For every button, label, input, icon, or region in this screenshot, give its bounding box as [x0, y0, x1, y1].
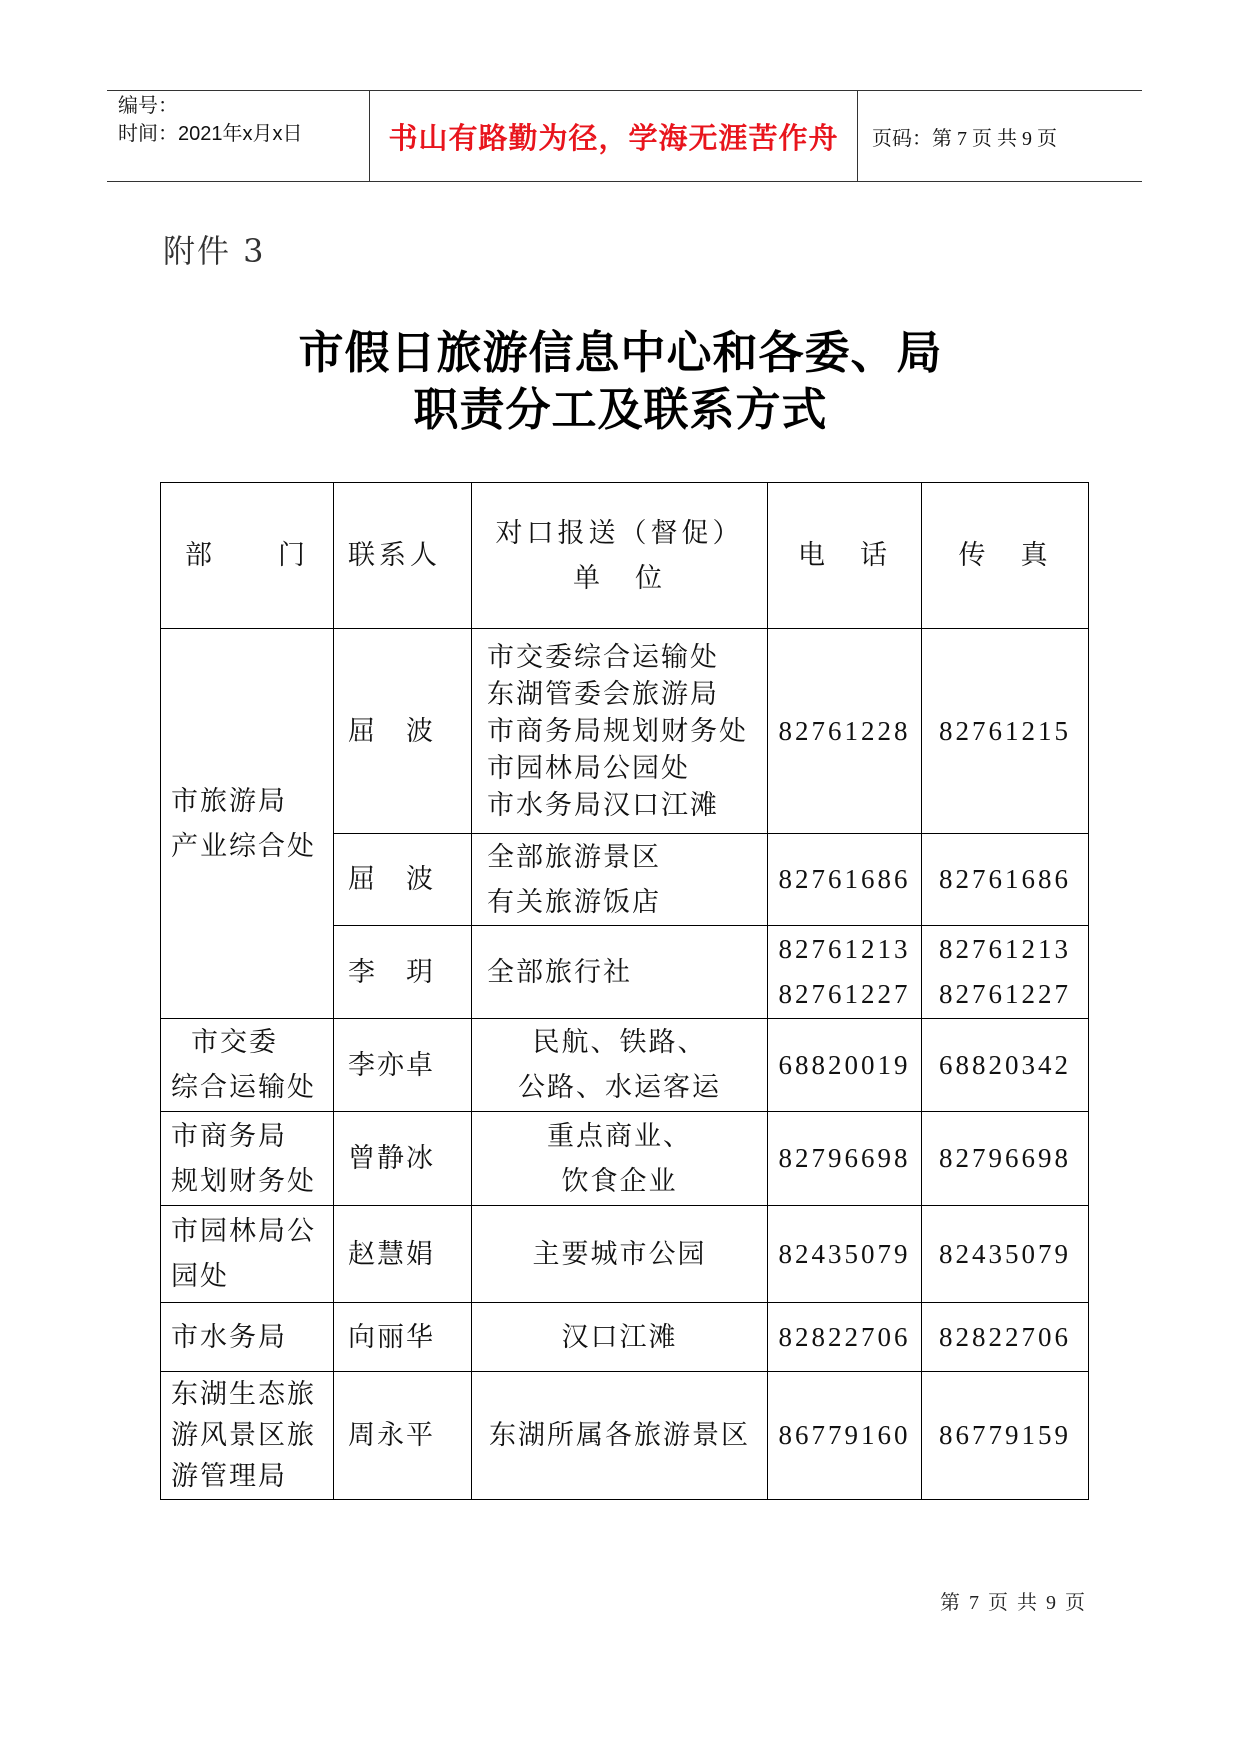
table-row: [161, 1206, 1089, 1303]
dept-line: 游管理局: [171, 1461, 287, 1492]
unit-line: 东湖所属各旅游景区: [489, 1420, 750, 1451]
page-header: [107, 90, 1142, 182]
contact-cell: 屈 波: [334, 629, 472, 834]
phone-cell: 82761686: [768, 834, 922, 926]
dept-cell: [161, 1372, 334, 1500]
document-time-label: 时间：2021年x月x日: [118, 123, 303, 145]
units-cell: [472, 1303, 768, 1372]
header-units-line2: 单 位: [573, 562, 666, 594]
phone-cell: 82796698: [768, 1112, 922, 1206]
header-motto-cell: [369, 91, 858, 181]
phone-line: 82761213: [778, 934, 911, 964]
header-meta: [107, 91, 369, 181]
header-dept: 部 门: [161, 483, 334, 629]
attachment-label: 附件 3: [163, 232, 266, 270]
phone-cell: 68820019: [768, 1019, 922, 1112]
unit-line: 市园林局公园处: [487, 752, 690, 784]
unit-line: 市商务局规划财务处: [487, 715, 748, 747]
header-units-line1: 对口报送（督促）: [495, 517, 744, 549]
dept-cell: [161, 1206, 334, 1303]
units-cell: [472, 1372, 768, 1500]
page-title-line1: 市假日旅游信息中心和各委、局: [298, 327, 943, 378]
unit-line: 有关旅游饭店: [487, 886, 661, 918]
unit-line: 饮食企业: [561, 1165, 678, 1197]
header-page-cell: [858, 91, 1142, 181]
dept-cell: [161, 629, 334, 1019]
units-cell: [472, 1206, 768, 1303]
table-row: [161, 1112, 1089, 1206]
header-units: [472, 483, 768, 629]
contact-cell: 向丽华: [334, 1303, 472, 1372]
document-number-label: 编号：: [118, 95, 178, 117]
phone-cell: 86779160: [768, 1372, 922, 1500]
dept-cell: [161, 1112, 334, 1206]
header-contact: 联系人: [334, 483, 472, 629]
contact-cell: 屈 波: [334, 834, 472, 926]
fax-cell: 82822706: [922, 1303, 1089, 1372]
table-row: [161, 629, 1089, 834]
phone-cell: 82761228: [768, 629, 922, 834]
header-fax: 传 真: [922, 483, 1089, 629]
contact-cell: 李 玥: [334, 926, 472, 1019]
dept-line: 市园林局公: [171, 1216, 316, 1247]
table-header-row: [161, 483, 1089, 629]
header-page-label: 页码：第 7 页 共 9 页: [872, 127, 1057, 150]
unit-line: 东湖管委会旅游局: [487, 678, 719, 710]
table-row: [161, 1019, 1089, 1112]
fax-cell: 68820342: [922, 1019, 1089, 1112]
table-row: [161, 1372, 1089, 1500]
phone-line: 82761227: [778, 979, 911, 1009]
dept-line: 市旅游局: [171, 785, 287, 817]
fax-cell: 82796698: [922, 1112, 1089, 1206]
fax-line: 82761227: [939, 979, 1071, 1009]
dept-line: 市水务局: [171, 1321, 287, 1353]
unit-line: 公路、水运客运: [518, 1072, 721, 1103]
header-phone: 电 话: [768, 483, 922, 629]
dept-line: 产业综合处: [171, 830, 316, 862]
dept-cell: [161, 1019, 334, 1112]
dept-cell: [161, 1303, 334, 1372]
phone-cell: 82822706: [768, 1303, 922, 1372]
dept-line: 游风景区旅: [171, 1420, 316, 1451]
unit-line: 重点商业、: [547, 1120, 692, 1152]
units-cell: [472, 1019, 768, 1112]
phone-cell: 82435079: [768, 1206, 922, 1303]
contact-cell: 周永平: [334, 1372, 472, 1500]
table-row: [161, 1303, 1089, 1372]
fax-cell: 86779159: [922, 1372, 1089, 1500]
unit-line: 市交委综合运输处: [487, 641, 719, 673]
dept-line: 综合运输处: [171, 1072, 316, 1103]
contact-cell: 李亦卓: [334, 1019, 472, 1112]
fax-cell: [922, 926, 1089, 1019]
unit-line: 全部旅行社: [487, 956, 632, 988]
dept-line: 规划财务处: [171, 1165, 316, 1197]
dept-line: 东湖生态旅: [171, 1379, 316, 1410]
units-cell: [472, 834, 768, 926]
unit-line: 市水务局汉口江滩: [487, 789, 719, 821]
contacts-table: [160, 482, 1089, 1500]
fax-cell: 82761215: [922, 629, 1089, 834]
unit-line: 全部旅游景区: [487, 841, 661, 873]
unit-line: 汉口江滩: [561, 1321, 678, 1353]
unit-line: 民航、铁路、: [532, 1027, 707, 1058]
fax-cell: 82761686: [922, 834, 1089, 926]
dept-line: 市交委: [191, 1027, 278, 1058]
dept-line: 园处: [171, 1261, 229, 1292]
unit-line: 主要城市公园: [532, 1238, 707, 1270]
header-motto: 书山有路勤为径，学海无涯苦作舟: [388, 120, 839, 155]
page-title-line2: 职责分工及联系方式: [413, 384, 828, 435]
dept-line: 市商务局: [171, 1120, 287, 1152]
contact-cell: 赵慧娟: [334, 1206, 472, 1303]
contact-cell: 曾静冰: [334, 1112, 472, 1206]
fax-cell: 82435079: [922, 1206, 1089, 1303]
page-footer: 第 7 页 共 9 页: [940, 1592, 1087, 1614]
fax-line: 82761213: [939, 934, 1071, 964]
units-cell: [472, 629, 768, 834]
units-cell: [472, 1112, 768, 1206]
phone-cell: [768, 926, 922, 1019]
units-cell: [472, 926, 768, 1019]
